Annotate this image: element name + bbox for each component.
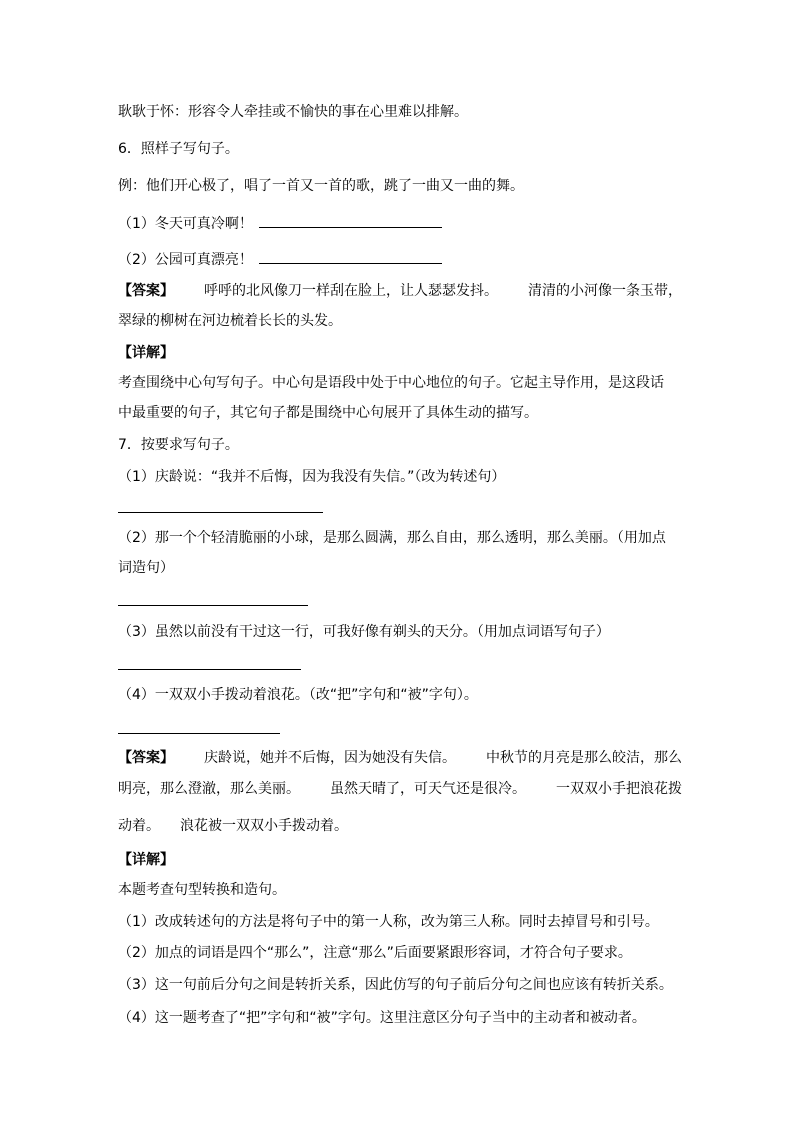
answer-blank-6-2[interactable] [259,249,442,264]
question-7-answer-line-3 [118,816,348,836]
answer-line-7-1[interactable] [118,512,323,513]
question-6-item-2 [118,249,442,270]
question-7-detail-1: 本题考查句型转换和造句。 [118,882,286,898]
question-7-detail-2: （1）改成转述句的方法是将句子中的第一人称，改为第三人称。同时去掉冒号和引号。 [118,914,659,930]
detail-tag: 【详解】 [118,852,174,868]
question-7-detail-4: （3）这一句前后分句之间是转折关系，因此仿写的句子前后分句之间也应该有转折关系。 [118,977,673,993]
question-6-item-1 [118,213,442,234]
question-7-answer-b: 中秋节的月亮是那么皎洁，那么 [486,750,682,766]
answer-tag: 【答案】 [118,283,174,299]
answer-line-7-4[interactable] [118,733,280,734]
question-6-answer-line-1 [118,281,682,301]
question-6-detail-2: 中最重要的句子，其它句子都是围绕中心句展开了具体生动的描写。 [118,405,538,421]
question-7-answer-e: 一双双小手把浪花拨 [556,781,682,797]
question-7-detail-3: （2）加点的词语是四个“那么”，注意“那么”后面要紧跟形容词，才符合句子要求。 [118,945,632,961]
question-7-item-2b: 词造句） [118,560,174,576]
detail-tag: 【详解】 [118,345,174,361]
question-6-answer-c: 翠绿的柳树在河边梳着长长的头发。 [118,313,342,329]
answer-blank-6-1[interactable] [259,213,442,228]
question-6-title: 6．照样子写句子。 [118,141,239,157]
question-7-item-3: （3）虽然以前没有干过这一行，可我好像有剃头的天分。（用加点词语写句子） [118,624,610,640]
question-7-answer-c: 明亮，那么澄澈，那么美丽。 [118,781,300,797]
question-7-item-2a: （2）那一个个轻清脆丽的小球，是那么圆满，那么自由，那么透明，那么美丽。（用加点 [118,530,666,546]
question-7-answer-f: 动着。 [118,818,160,834]
question-6-example: 例：他们开心极了，唱了一首又一首的歌，跳了一曲又一曲的舞。 [118,178,524,194]
question-6-answer-b: 清清的小河像一条玉带， [528,283,682,299]
question-7-answer-line-2 [118,779,682,799]
answer-line-7-2[interactable] [118,605,308,606]
question-6-detail-1: 考查围绕中心句写句子。中心句是语段中处于中心地位的句子。它起主导作用，是这段话 [118,375,664,391]
answer-tag: 【答案】 [118,750,174,766]
question-7-answer-g: 浪花被一双双小手拨动着。 [180,818,348,834]
question-7-answer-line-1 [118,748,682,768]
question-7-item-1: （1）庆龄说：“我并不后悔，因为我没有失信。”（改为转述句） [118,469,506,485]
question-7-item-4: （4）一双双小手拨动着浪花。（改“把”字句和“被”字句）。 [118,687,478,703]
question-6-item-2-text: （2）公园可真漂亮！ [118,252,253,268]
answer-line-7-3[interactable] [118,669,301,670]
question-7-title: 7．按要求写句子。 [118,437,239,453]
question-7-answer-a: 庆龄说，她并不后悔，因为她没有失信。 [204,750,456,766]
question-7-detail-5: （4）这一题考查了“把”字句和“被”字句。这里注意区分句子当中的主动者和被动者。 [118,1010,646,1026]
question-7-answer-d: 虽然天晴了，可天气还是很冷。 [330,781,526,797]
question-6-answer-a: 呼呼的北风像刀一样刮在脸上，让人瑟瑟发抖。 [204,283,498,299]
definition-line: 耿耿于怀：形容令人牵挂或不愉快的事在心里难以排解。 [118,104,468,120]
question-6-item-1-text: （1）冬天可真冷啊！ [118,216,253,232]
